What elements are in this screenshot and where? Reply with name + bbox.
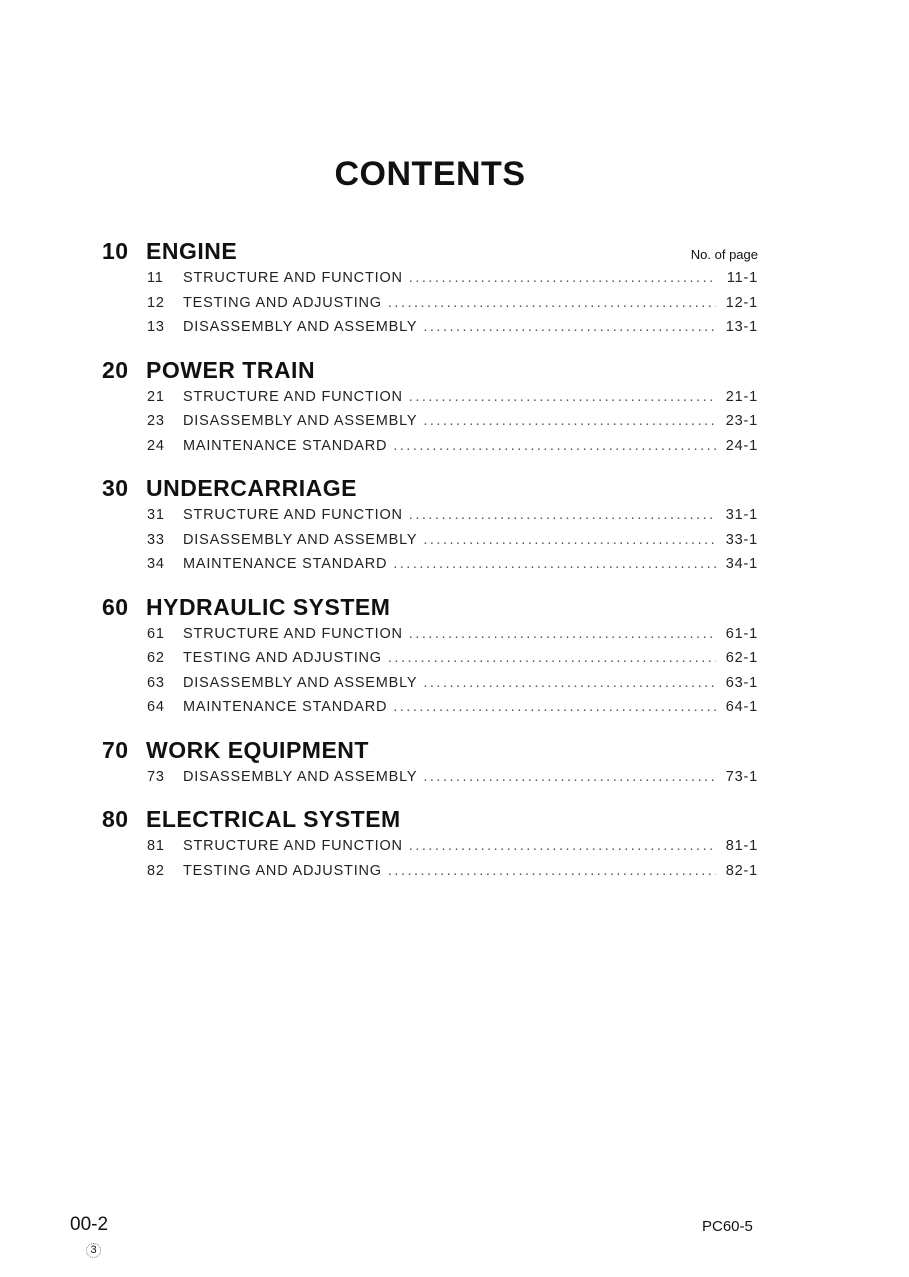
section-heading[interactable]: [102, 594, 758, 626]
entry-number: 33: [147, 531, 165, 548]
table-of-contents: [102, 238, 758, 900]
entry-number: 61: [147, 625, 165, 642]
toc-entry[interactable]: [147, 319, 758, 344]
entry-number: 34: [147, 556, 165, 572]
entry-title: STRUCTURE AND FUNCTION: [183, 625, 403, 642]
entry-page: 62-1: [725, 650, 758, 666]
entry-number: 24: [147, 437, 165, 454]
dot-leader: [423, 319, 716, 335]
entry-title: TESTING AND ADJUSTING: [183, 294, 382, 311]
entry-title: MAINTENANCE STANDARD: [183, 699, 388, 715]
toc-entry[interactable]: [147, 650, 758, 675]
entry-page: 21-1: [725, 388, 758, 405]
section-title: ELECTRICAL SYSTEM: [146, 806, 401, 832]
toc-section: [102, 357, 758, 463]
entry-page: 33-1: [725, 531, 758, 548]
section-heading[interactable]: [102, 737, 758, 769]
section-number: 70: [102, 736, 129, 763]
entry-title: DISASSEMBLY AND ASSEMBLY: [183, 413, 418, 429]
section-number: 30: [102, 475, 129, 501]
toc-entry[interactable]: [147, 438, 758, 463]
toc-entry[interactable]: [147, 413, 758, 438]
toc-section: [102, 594, 758, 724]
section-number: 60: [102, 593, 129, 620]
entry-title: TESTING AND ADJUSTING: [183, 650, 382, 666]
dot-leader: [409, 626, 716, 642]
dot-leader: [409, 838, 716, 854]
toc-entry[interactable]: [147, 532, 758, 557]
entry-page: 12-1: [725, 294, 758, 311]
dot-leader: [409, 389, 716, 405]
dot-leader: [393, 699, 716, 715]
entry-title: MAINTENANCE STANDARD: [183, 437, 388, 454]
entry-title: TESTING AND ADJUSTING: [183, 862, 382, 879]
entry-page: 64-1: [725, 699, 758, 715]
entry-number: 82: [147, 862, 165, 879]
entry-number: 11: [147, 270, 164, 286]
entry-page: 23-1: [725, 413, 758, 429]
dot-leader: [388, 863, 716, 879]
entry-page: 31-1: [725, 507, 758, 523]
dot-leader: [423, 769, 716, 785]
section-heading[interactable]: [102, 475, 758, 507]
entry-number: 81: [147, 838, 165, 854]
entry-title: DISASSEMBLY AND ASSEMBLY: [183, 768, 418, 785]
entry-number: 64: [147, 699, 165, 715]
section-title: UNDERCARRIAGE: [146, 475, 357, 501]
entry-title: MAINTENANCE STANDARD: [183, 556, 388, 572]
section-number: 10: [102, 238, 129, 264]
toc-section: [102, 737, 758, 794]
footer-page-number: 00-2: [70, 1214, 109, 1235]
entry-page: 82-1: [725, 862, 758, 879]
entry-title: DISASSEMBLY AND ASSEMBLY: [183, 531, 418, 548]
section-number: 80: [102, 806, 129, 832]
dot-leader: [393, 556, 716, 572]
entry-title: DISASSEMBLY AND ASSEMBLY: [183, 674, 418, 691]
toc-entry[interactable]: [147, 389, 758, 414]
entry-page: 13-1: [725, 319, 758, 335]
dot-leader: [409, 270, 716, 286]
dot-leader: [409, 507, 716, 523]
section-heading[interactable]: [102, 238, 758, 270]
toc-entry[interactable]: [147, 838, 758, 863]
entry-page: 81-1: [725, 838, 758, 854]
entry-number: 23: [147, 413, 165, 429]
dot-leader: [423, 675, 716, 691]
footer-model: PC60-5: [702, 1218, 753, 1235]
entry-number: 12: [147, 294, 165, 311]
section-number: 20: [102, 356, 129, 383]
entry-title: STRUCTURE AND FUNCTION: [183, 270, 403, 286]
section-title: POWER TRAIN: [146, 356, 316, 383]
dot-leader: [423, 413, 716, 429]
entry-title: DISASSEMBLY AND ASSEMBLY: [183, 319, 418, 335]
toc-entry[interactable]: [147, 507, 758, 532]
toc-section: [102, 475, 758, 581]
dot-leader: [423, 532, 716, 548]
toc-section: [102, 806, 758, 887]
entry-page: 34-1: [725, 556, 758, 572]
toc-entry[interactable]: [147, 270, 758, 295]
dot-leader: [393, 438, 716, 454]
section-heading[interactable]: [102, 806, 758, 838]
toc-entry[interactable]: [147, 556, 758, 581]
entry-page: 24-1: [725, 437, 758, 454]
section-title: HYDRAULIC SYSTEM: [146, 593, 391, 620]
section-title: WORK EQUIPMENT: [146, 736, 369, 763]
entry-number: 63: [147, 674, 165, 691]
entry-number: 13: [147, 319, 165, 335]
section-title: ENGINE: [146, 238, 238, 264]
toc-entry[interactable]: [147, 863, 758, 888]
toc-entry[interactable]: [147, 295, 758, 320]
page-title: CONTENTS: [334, 155, 526, 193]
entry-number: 21: [147, 388, 165, 405]
entry-number: 31: [147, 507, 165, 523]
no-of-page-label: No. of page: [690, 247, 758, 262]
dot-leader: [388, 295, 716, 311]
section-heading[interactable]: [102, 357, 758, 389]
toc-entry[interactable]: [147, 699, 758, 724]
toc-entry[interactable]: [147, 675, 758, 700]
entry-title: STRUCTURE AND FUNCTION: [183, 838, 403, 854]
revision-mark: 3: [86, 1243, 101, 1258]
entry-number: 73: [147, 768, 165, 785]
entry-title: STRUCTURE AND FUNCTION: [183, 507, 403, 523]
entry-page: 11-1: [726, 270, 758, 286]
entry-page: 73-1: [725, 768, 758, 785]
toc-section: [102, 238, 758, 344]
dot-leader: [388, 650, 716, 666]
entry-page: 61-1: [725, 625, 758, 642]
entry-number: 62: [147, 650, 165, 666]
entry-page: 63-1: [725, 674, 758, 691]
toc-entry[interactable]: [147, 769, 758, 794]
toc-entry[interactable]: [147, 626, 758, 651]
entry-title: STRUCTURE AND FUNCTION: [183, 388, 403, 405]
